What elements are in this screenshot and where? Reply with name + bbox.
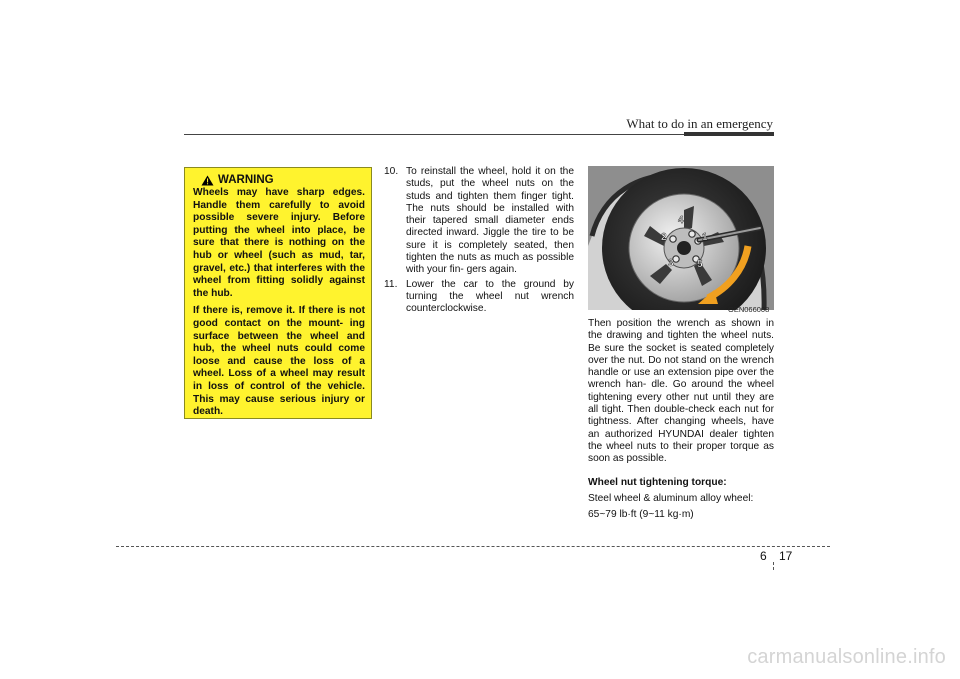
torque-wheel-types: Steel wheel & aluminum alloy wheel: <box>588 492 754 504</box>
wheel-illustration <box>588 166 774 310</box>
step-text: To reinstall the wheel, hold it on the studs, put the wheel nuts on the studs and tighten them finger tight. The nuts should be installed with their tapered small diameter ends directed inward. Jiggle the tire to be sure it is completely seated, then tighten the nuts as much as possible with your fin- gers again. <box>406 166 574 276</box>
steps-column <box>384 166 574 316</box>
step-10 <box>384 166 574 277</box>
torque-title: Wheel nut tightening torque: <box>588 476 727 488</box>
torque-value: 65~79 lb·ft (9~11 kg·m) <box>588 509 694 521</box>
body-paragraph: Then position the wrench as shown in the drawing and tighten the wheel nuts. Be sure the socket is seated completely over the nut. Do not stand on the wrench handle or use an extension pipe over the wrench han- dle. Go around the wheel tightening every other nut until they are all tight. Then double-check each nut for tightness. After changing wheels, have an authorized HYUNDAI dealer tighten the wheel nuts to their proper torque as soon as possible. <box>588 318 774 465</box>
nut-label-4: 4 <box>678 215 684 226</box>
nut-label-3: 3 <box>668 258 674 269</box>
nut-label-1: 1 <box>702 232 708 243</box>
warning-triangle-icon <box>201 175 214 186</box>
page-number: 17 <box>779 549 793 563</box>
chapter-number: 6 <box>760 549 767 563</box>
footer-rule <box>116 546 830 547</box>
warning-box <box>184 167 372 419</box>
nut-label-5: 5 <box>697 259 703 270</box>
step-text: Lower the car to the ground by turning the wheel nut wrench counterclockwise. <box>406 278 574 315</box>
section-title: What to do in an emergency <box>626 116 773 131</box>
wheel-drawing <box>588 166 774 310</box>
warning-paragraph-1: Wheels may have sharp edges. Handle them carefully to avoid possible severe injury. Before putting the wheel into place, be sure that there is nothing on the hub or wheel (such as mud, tar, gravel, etc.) that interferes with the wheel from fitting solidly against the hub. <box>193 187 365 299</box>
nut-label-2: 2 <box>661 232 667 243</box>
step-number: 11. <box>384 278 398 290</box>
warning-header <box>201 174 365 186</box>
step-11 <box>384 279 574 316</box>
figure-code: OEN066008 <box>728 305 770 314</box>
page-divider <box>773 562 774 570</box>
watermark: carmanualsonline.info <box>747 646 946 668</box>
body-column <box>588 318 774 521</box>
warning-paragraph-2: If there is, remove it. If there is not good contact on the mount- ing surface between the wheel and hub, the wheel nuts could come loose and cause the loss of a wheel. Loss of a wheel may result in loss of control of the vehicle. This may cause serious injury or death. <box>193 305 365 418</box>
header-rule-accent <box>684 132 774 136</box>
warning-title: WARNING <box>218 174 274 186</box>
step-number: 10. <box>384 166 399 177</box>
